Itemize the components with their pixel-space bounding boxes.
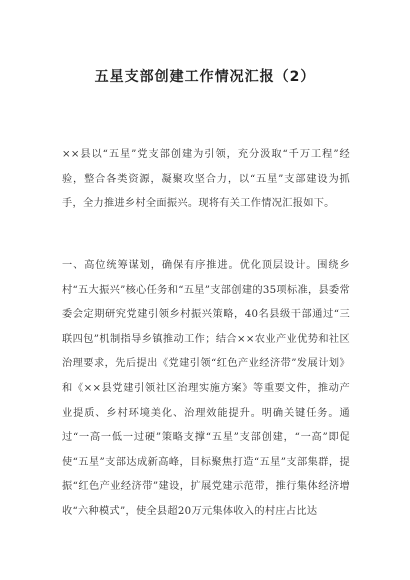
document-title: 五星支部创建工作情况汇报（2）	[94, 69, 316, 85]
paragraph-intro: ××县以“五星”党支部创建为引领，充分汲取“千万工程”经验，整合各类资源，凝聚攻坚合力，以“五星”支部建设为抓手，全力推进乡村全面振兴。现将有关工作情况汇报如下。	[62, 149, 350, 210]
paragraph-section-one: 一、高位统筹谋划，确保有序推进。优化顶层设计。围绕乡村“五大振兴”核心任务和“五星”支部创建的35项标准，县委常委会定期研究党建引领乡村振兴策略，40名县级干部通过“三联四包”机制指导乡镇推动工作；结合××农业产业优势和社区治理要求，先后提出《党建引领“红色产业经济带”发展计划》和《××县党建引领社区治理实施方案》等重要文件，推动产业提质、乡村环境美化、治理效能提升。明确关键任务。通过“一高一低一过硬”策略支撑“五星”支部创建，“一高”即促使“五星”支部达成新高峰，目标聚焦打造“五星”支部集群，提振“红色产业经济带”建设，扩展党建示范带，推行集体经济增收“六种模式”，使全县超20万元集体收入的村庄占比达	[62, 260, 350, 517]
